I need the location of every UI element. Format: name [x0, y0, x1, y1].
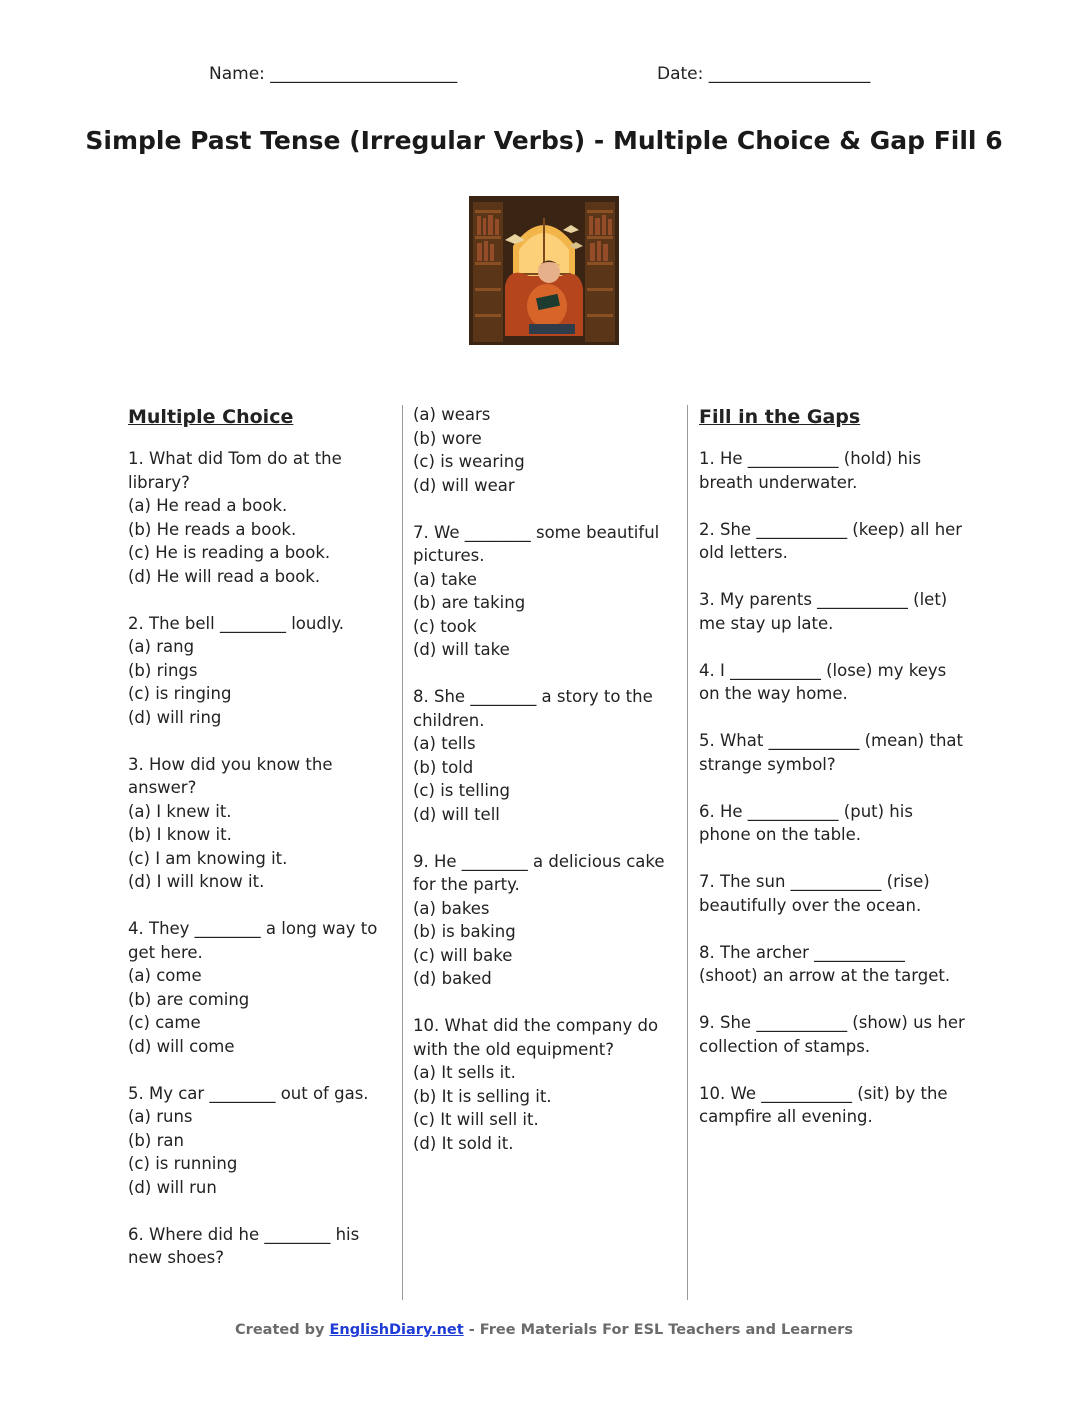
question-line: (c) is running — [128, 1154, 238, 1173]
question-line: with the old equipment? — [413, 1039, 615, 1059]
question-line: 2. The bell ________ loudly. — [128, 613, 345, 633]
question-line: (c) came — [128, 1013, 201, 1032]
question-line: 8. She ________ a story to the — [413, 687, 653, 706]
question-line: 9. She ___________ (show) us her — [699, 1013, 965, 1032]
footer-prefix: Created by — [235, 1322, 330, 1338]
multiple-choice-questions-1 — [128, 447, 388, 1270]
spacer — [413, 662, 678, 686]
question-line: 6. Where did he ________ his — [128, 1224, 360, 1244]
library-scene-image — [469, 196, 619, 345]
question-line: (d) will take — [413, 640, 510, 659]
date-field-label: Date: ___________________ — [657, 64, 871, 84]
question-line: (b) ran — [128, 1130, 184, 1150]
question-line: 9. He ________ a delicious cake — [413, 851, 665, 871]
question-line: 6. He ___________ (put) his — [699, 801, 913, 821]
multiple-choice-column-1 — [128, 403, 388, 1270]
question-line: (d) will wear — [413, 475, 515, 495]
multiple-choice-questions-2 — [413, 403, 678, 1155]
question-line: (d) It sold it. — [413, 1133, 514, 1153]
spacer — [128, 894, 388, 918]
question-line: 7. We ________ some beautiful — [413, 522, 660, 542]
question-line: (d) He will read a book. — [128, 566, 321, 586]
question-line: (a) come — [128, 966, 202, 985]
question-line: (b) are taking — [413, 593, 526, 612]
question-line: for the party. — [413, 875, 520, 894]
question-line: (b) wore — [413, 428, 482, 448]
question-line: 2. She ___________ (keep) all her — [699, 519, 963, 539]
question-line: answer? — [128, 778, 197, 797]
question-line: (a) tells — [413, 734, 476, 753]
question-line: (d) will ring — [128, 707, 222, 727]
question-line: 3. My parents ___________ (let) — [699, 590, 948, 609]
question-line: (c) is telling — [413, 781, 510, 800]
spacer — [413, 497, 678, 521]
worksheet-title: Simple Past Tense (Irregular Verbs) - Multiple Choice & Gap Fill 6 — [85, 126, 1003, 155]
question-line: get here. — [128, 942, 203, 962]
spacer — [128, 588, 388, 612]
question-line: (b) is baking — [413, 922, 516, 941]
question-line: old letters. — [699, 543, 788, 562]
question-line: 1. He ___________ (hold) his — [699, 449, 922, 468]
question-line: (a) take — [413, 569, 477, 589]
reading-boy-illustration — [469, 196, 619, 345]
question-line: phone on the table. — [699, 825, 862, 844]
question-line: (c) will bake — [413, 945, 513, 965]
question-line: (c) took — [413, 616, 477, 636]
spacer — [699, 706, 969, 730]
question-line: 7. The sun ___________ (rise) — [699, 872, 930, 891]
question-line: (b) I know it. — [128, 825, 232, 844]
question-line: (b) He reads a book. — [128, 519, 297, 539]
fill-gaps-heading: Fill in the Gaps — [699, 406, 861, 428]
question-line: children. — [413, 710, 485, 730]
spacer — [413, 826, 678, 850]
spacer — [699, 847, 969, 871]
englishdiary-link[interactable]: EnglishDiary.net — [329, 1322, 464, 1338]
spacer — [699, 494, 969, 518]
question-line: 10. We ___________ (sit) by the — [699, 1083, 948, 1103]
question-line: (a) It sells it. — [413, 1063, 516, 1082]
question-line: (a) I knew it. — [128, 801, 232, 821]
question-line: (b) are coming — [128, 989, 250, 1009]
question-line: (c) It will sell it. — [413, 1110, 539, 1129]
question-line: campfire all evening. — [699, 1107, 873, 1126]
question-line: collection of stamps. — [699, 1036, 871, 1056]
question-line: 8. The archer ___________ — [699, 942, 905, 962]
spacer — [128, 729, 388, 753]
question-line: (a) rang — [128, 637, 195, 656]
question-line: (d) will run — [128, 1177, 217, 1197]
question-line: (c) I am knowing it. — [128, 848, 288, 868]
footer-credit — [0, 1322, 1088, 1338]
footer-suffix: - Free Materials For ESL Teachers and Learners — [463, 1322, 853, 1338]
column-divider-right — [687, 405, 688, 1300]
question-line: 1. What did Tom do at the — [128, 449, 342, 468]
question-line: 4. I ___________ (lose) my keys — [699, 660, 947, 680]
question-line: me stay up late. — [699, 613, 834, 633]
question-line: 4. They ________ a long way to — [128, 919, 378, 938]
spacer — [699, 988, 969, 1012]
question-line: library? — [128, 472, 190, 492]
question-line: (c) is ringing — [128, 684, 232, 703]
question-line: strange symbol? — [699, 754, 836, 774]
question-line: (c) is wearing — [413, 452, 525, 471]
question-line: (d) baked — [413, 969, 492, 988]
question-line: (a) wears — [413, 405, 491, 424]
name-field-label: Name: ______________________ — [209, 64, 458, 84]
question-line: 5. What ___________ (mean) that — [699, 731, 963, 750]
question-line: 10. What did the company do — [413, 1016, 659, 1035]
question-line: (b) It is selling it. — [413, 1086, 552, 1106]
question-line: new shoes? — [128, 1248, 225, 1267]
question-line: beautifully over the ocean. — [699, 895, 922, 915]
question-line: on the way home. — [699, 684, 848, 703]
spacer — [699, 635, 969, 659]
question-line: (a) He read a book. — [128, 496, 288, 515]
question-line: 5. My car ________ out of gas. — [128, 1083, 369, 1103]
multiple-choice-heading: Multiple Choice — [128, 406, 294, 428]
fill-gaps-questions — [699, 447, 969, 1129]
question-line: 3. How did you know the — [128, 754, 333, 774]
question-line: (b) rings — [128, 660, 198, 680]
spacer — [128, 1199, 388, 1223]
question-line: (d) will come — [128, 1036, 235, 1056]
question-line: (d) will tell — [413, 804, 500, 824]
fill-gaps-column — [699, 403, 969, 1129]
spacer — [699, 917, 969, 941]
question-line: (a) runs — [128, 1107, 193, 1126]
spacer — [699, 776, 969, 800]
question-line: (a) bakes — [413, 898, 490, 918]
spacer — [699, 565, 969, 589]
question-line: breath underwater. — [699, 472, 858, 492]
spacer — [413, 991, 678, 1015]
column-divider-left — [402, 405, 403, 1300]
multiple-choice-column-2 — [413, 403, 678, 1155]
question-line: (b) told — [413, 757, 474, 777]
spacer — [699, 1058, 969, 1082]
question-line: (d) I will know it. — [128, 872, 265, 891]
question-line: pictures. — [413, 546, 485, 565]
spacer — [128, 1058, 388, 1082]
question-line: (shoot) an arrow at the target. — [699, 966, 951, 985]
question-line: (c) He is reading a book. — [128, 543, 331, 562]
